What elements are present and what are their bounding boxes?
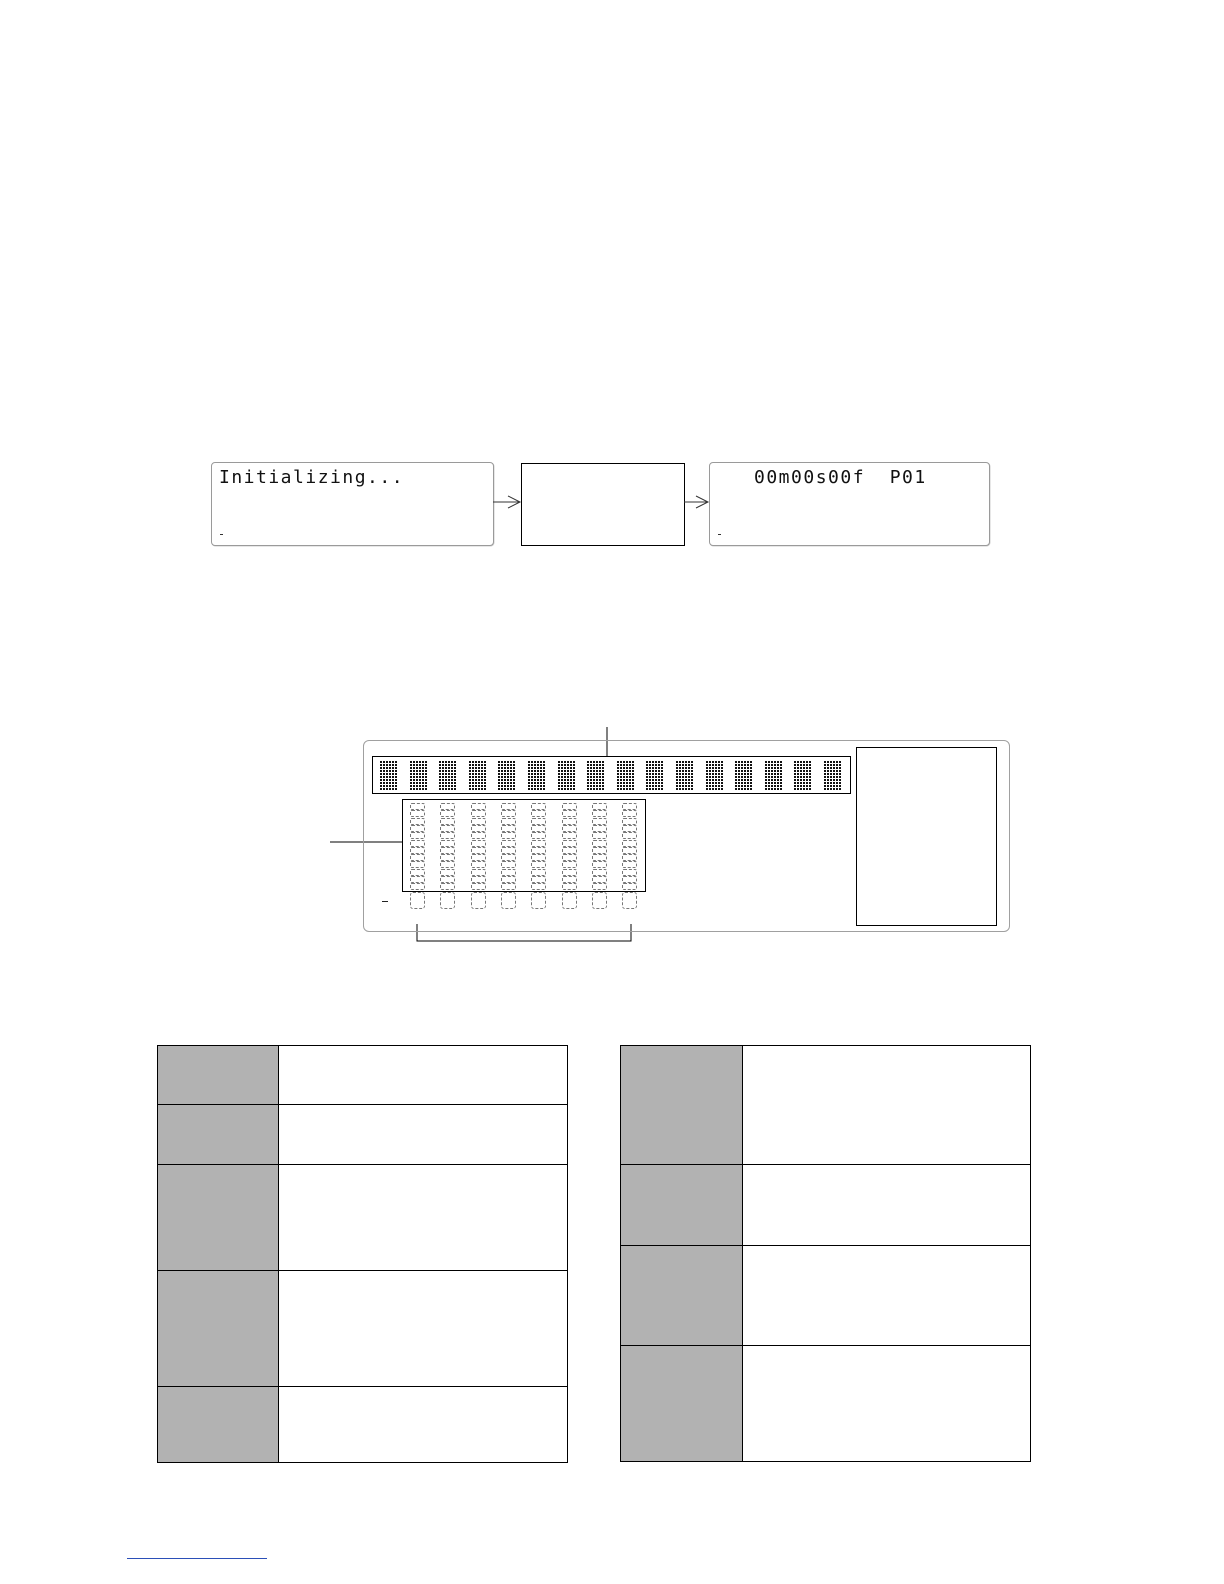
- meter-segment: [562, 810, 577, 817]
- meter-segment: [471, 810, 486, 817]
- table-value-cell: [279, 1271, 568, 1387]
- arrow-blank-to-ready: [684, 496, 708, 508]
- dot-matrix-character: [469, 761, 487, 791]
- meter-segment: [410, 869, 425, 876]
- meter-segment: [531, 869, 546, 876]
- footer-rule: [127, 1558, 267, 1559]
- table-key-cell: [158, 1105, 279, 1165]
- table-value-cell: [743, 1165, 1031, 1246]
- table-key-cell: [158, 1046, 279, 1105]
- meter-segment: [501, 810, 516, 817]
- meter-channel-indicator: [531, 892, 546, 909]
- meter-segment: [531, 840, 546, 847]
- table-key-cell: [158, 1387, 279, 1463]
- meter-segment: [440, 810, 455, 817]
- table-value-cell: [279, 1105, 568, 1165]
- meter-segment: [440, 803, 455, 810]
- meter-segment: [410, 876, 425, 883]
- meter-segment: [592, 861, 607, 868]
- dot-matrix-character: [706, 761, 724, 791]
- meter-segment: [592, 803, 607, 810]
- meter-segment: [531, 883, 546, 890]
- meter-segment: [622, 810, 637, 817]
- meter-segment: [501, 847, 516, 854]
- dot-matrix-character: [528, 761, 546, 791]
- meter-segment: [622, 883, 637, 890]
- panel-indicator-dash: [382, 901, 388, 902]
- dot-matrix-character: [617, 761, 635, 791]
- meter-segment: [562, 847, 577, 854]
- table-row: [621, 1346, 1031, 1462]
- dot-matrix-character: [794, 761, 812, 791]
- meter-channel-indicator: [592, 892, 607, 909]
- meter-segment: [592, 810, 607, 817]
- meter-segment: [440, 847, 455, 854]
- meter-segment: [622, 832, 637, 839]
- table-row: [621, 1046, 1031, 1165]
- meter-segment: [410, 825, 425, 832]
- meter-segment: [501, 803, 516, 810]
- meter-segment: [562, 825, 577, 832]
- table-value-cell: [743, 1246, 1031, 1346]
- dot-matrix-character: [765, 761, 783, 791]
- meter-segment: [592, 818, 607, 825]
- dot-matrix-character: [380, 761, 398, 791]
- meter-segment: [592, 832, 607, 839]
- table-value-cell: [279, 1387, 568, 1463]
- meter-segment: [531, 825, 546, 832]
- meter-segment: [501, 861, 516, 868]
- dot-matrix-character: [824, 761, 842, 791]
- dot-matrix-character: [439, 761, 457, 791]
- meter-segment: [410, 818, 425, 825]
- dot-matrix-character: [646, 761, 664, 791]
- meter-segment: [622, 876, 637, 883]
- table-key-cell: [621, 1346, 743, 1462]
- table-row: [158, 1387, 568, 1463]
- meter-segment: [592, 847, 607, 854]
- meter-segment: [562, 869, 577, 876]
- meter-segment: [501, 840, 516, 847]
- lcd-initializing-text: Initializing...: [219, 467, 405, 488]
- meter-segment: [531, 832, 546, 839]
- meter-segment: [531, 810, 546, 817]
- table-row: [158, 1271, 568, 1387]
- meter-segment: [592, 883, 607, 890]
- meter-segment: [562, 832, 577, 839]
- meter-segment: [562, 818, 577, 825]
- meter-segment: [501, 818, 516, 825]
- meter-segment: [440, 861, 455, 868]
- meter-segment: [471, 840, 486, 847]
- meter-segment: [622, 869, 637, 876]
- meter-segment: [562, 861, 577, 868]
- meter-segment: [562, 803, 577, 810]
- table-key-cell: [621, 1165, 743, 1246]
- meter-segment: [440, 832, 455, 839]
- table-right: [620, 1045, 1031, 1462]
- meter-segment: [471, 883, 486, 890]
- meter-segment: [440, 876, 455, 883]
- table-value-cell: [743, 1346, 1031, 1462]
- meter-segment: [471, 861, 486, 868]
- table-value-cell: [279, 1165, 568, 1271]
- meter-segment: [501, 854, 516, 861]
- meter-segment: [622, 825, 637, 832]
- meter-segment: [410, 840, 425, 847]
- meter-segment: [622, 854, 637, 861]
- meter-channel-indicator: [501, 892, 516, 909]
- meter-segment: [531, 876, 546, 883]
- meter-channel-indicator: [410, 892, 425, 909]
- arrow-initializing-to-blank: [493, 496, 520, 508]
- character-display: [372, 756, 851, 794]
- meter-segment: [592, 840, 607, 847]
- table-value-cell: [279, 1046, 568, 1105]
- table-value-cell: [743, 1046, 1031, 1165]
- meter-channel-indicator: [440, 892, 455, 909]
- meter-segment: [622, 818, 637, 825]
- meter-segment: [622, 847, 637, 854]
- meter-segment: [471, 803, 486, 810]
- dot-matrix-character: [498, 761, 516, 791]
- dot-matrix-character: [410, 761, 428, 791]
- meter-segment: [501, 883, 516, 890]
- meter-segment: [471, 847, 486, 854]
- meter-segment: [440, 818, 455, 825]
- meter-segment: [531, 818, 546, 825]
- meter-segment: [440, 883, 455, 890]
- meter-segment: [440, 840, 455, 847]
- table-key-cell: [621, 1046, 743, 1165]
- meter-segment: [471, 869, 486, 876]
- lcd-time-position-text: 00m00s00f P01: [717, 467, 927, 488]
- dot-matrix-character: [587, 761, 605, 791]
- meter-segment: [592, 869, 607, 876]
- meter-segment: [592, 854, 607, 861]
- table-row: [621, 1165, 1031, 1246]
- meter-segment: [501, 825, 516, 832]
- meter-segment: [440, 825, 455, 832]
- meter-segment: [562, 840, 577, 847]
- meter-segment: [410, 832, 425, 839]
- meter-segment: [471, 818, 486, 825]
- table-row: [158, 1105, 568, 1165]
- table-row: [158, 1046, 568, 1105]
- meter-segment: [592, 825, 607, 832]
- dot-matrix-character: [676, 761, 694, 791]
- table-left: [157, 1045, 568, 1463]
- meter-segment: [562, 876, 577, 883]
- meter-segment: [622, 861, 637, 868]
- meter-segment: [531, 861, 546, 868]
- meter-segment: [410, 803, 425, 810]
- table-row: [158, 1165, 568, 1271]
- table-key-cell: [158, 1165, 279, 1271]
- meter-segment: [531, 847, 546, 854]
- meter-segment: [562, 854, 577, 861]
- meter-segment: [501, 876, 516, 883]
- meter-segment: [622, 840, 637, 847]
- meter-channel-indicator: [562, 892, 577, 909]
- meter-segment: [440, 854, 455, 861]
- meter-segment: [471, 832, 486, 839]
- meter-segment: [471, 876, 486, 883]
- meter-segment: [501, 869, 516, 876]
- meter-segment: [531, 854, 546, 861]
- meter-channel-indicator: [471, 892, 486, 909]
- side-display-window: [856, 747, 997, 926]
- meter-segment: [622, 803, 637, 810]
- meter-segment: [410, 861, 425, 868]
- meter-segment: [410, 810, 425, 817]
- meter-segment: [471, 825, 486, 832]
- dot-matrix-character: [735, 761, 753, 791]
- meter-segment: [410, 854, 425, 861]
- meter-segment: [471, 854, 486, 861]
- level-meter-frame: [402, 799, 646, 892]
- meter-segment: [501, 832, 516, 839]
- meter-segment: [531, 803, 546, 810]
- meter-segment: [410, 847, 425, 854]
- meter-segment: [410, 883, 425, 890]
- table-key-cell: [621, 1246, 743, 1346]
- table-row: [621, 1246, 1031, 1346]
- meter-segment: [440, 869, 455, 876]
- table-key-cell: [158, 1271, 279, 1387]
- dot-matrix-character: [558, 761, 576, 791]
- meter-channel-indicator: [622, 892, 637, 909]
- meter-segment: [562, 883, 577, 890]
- meter-segment: [592, 876, 607, 883]
